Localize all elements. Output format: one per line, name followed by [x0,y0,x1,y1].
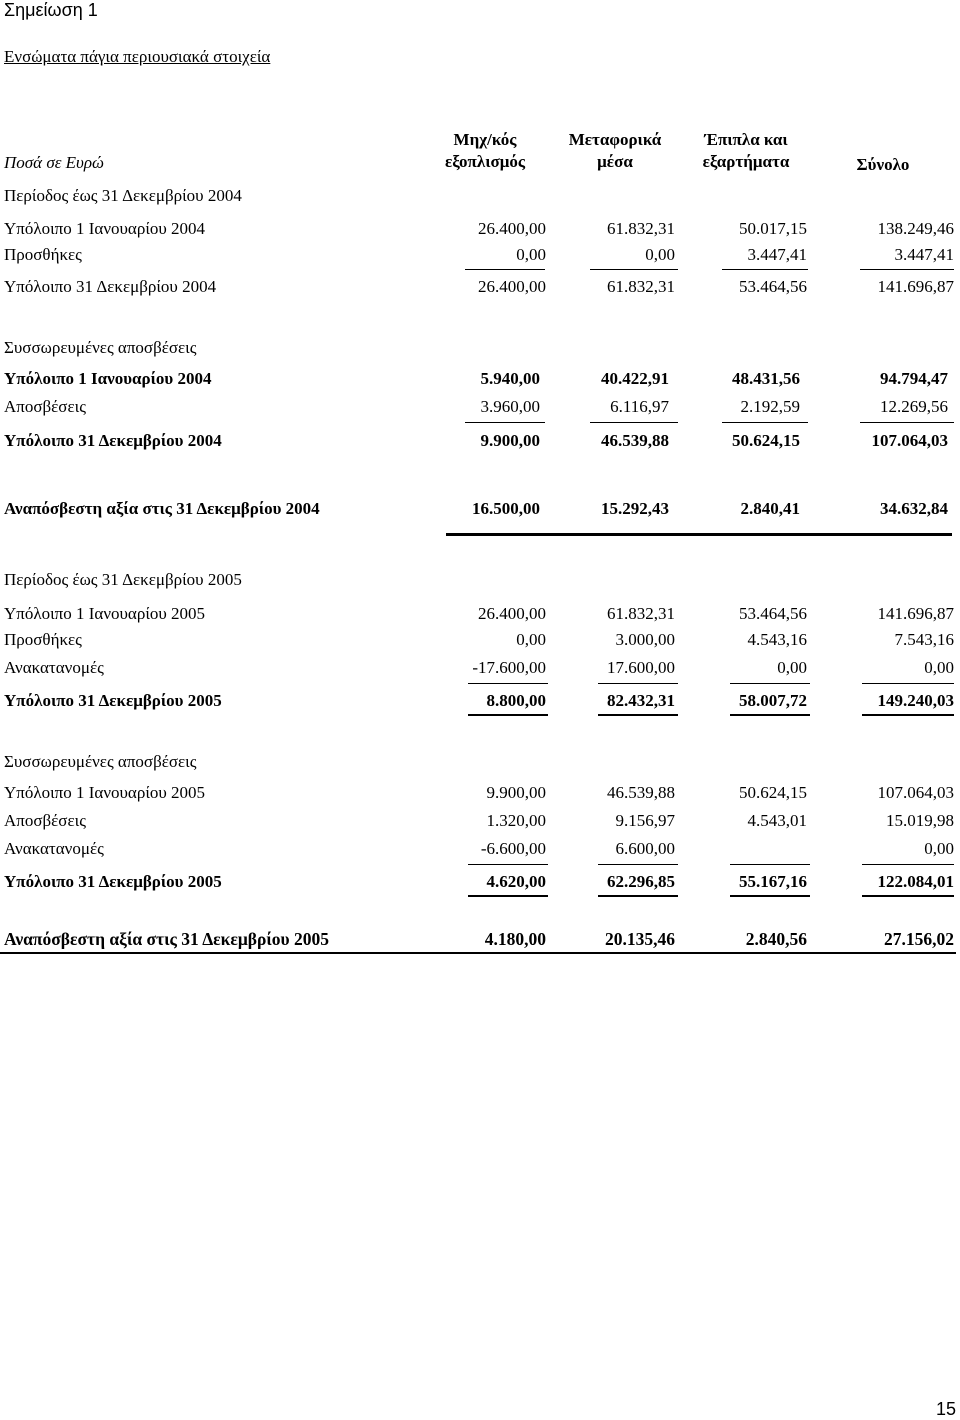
total-rule [730,714,810,716]
cell-total: 94.794,47 [880,369,948,388]
subtotal-rule [590,269,678,270]
section-title-2004 [0,185,960,207]
cell-machinery: 26.400,00 [478,277,546,296]
row-label: Υπόλοιπο 31 Δεκεμβρίου 2005 [4,691,222,710]
subtotal-rule [730,864,810,865]
total-rule [862,714,954,716]
cell-total: 138.249,46 [877,219,954,238]
cell-furniture: 55.167,16 [739,872,807,891]
cell-furniture: 50.624,15 [739,783,807,802]
section-title-depreciation-2004 [0,337,960,359]
cell-total: 141.696,87 [877,277,954,296]
subtotal-rule [598,683,678,684]
total-rule [730,895,810,897]
cell-machinery: 3.960,00 [480,397,540,416]
column-header-vehicles [552,129,678,173]
cell-furniture: 4.543,16 [747,630,807,649]
cell-furniture: 2.840,56 [745,929,807,949]
row-label: Υπόλοιπο 31 Δεκεμβρίου 2004 [4,277,217,296]
table-row [0,871,960,893]
row-label: Προσθήκες [4,245,82,264]
subtotal-rule [722,422,808,423]
cell-vehicles: 9.156,97 [615,811,675,830]
cell-furniture: 0,00 [777,658,807,677]
column-header-line: εξοπλισμός [444,152,526,171]
subtotal-rule [862,864,954,865]
column-header-line: Μεταφορικά [568,130,662,149]
section-title-label: Συσσωρευμένες αποσβέσεις [4,752,197,771]
cell-machinery: 9.900,00 [480,431,540,450]
cell-furniture: 58.007,72 [739,691,807,710]
cell-total: 3.447,41 [894,245,954,264]
cell-vehicles: 3.000,00 [615,630,675,649]
cell-machinery: 9.900,00 [486,783,546,802]
cell-vehicles: 40.422,91 [601,369,669,388]
cell-furniture: 50.624,15 [732,431,800,450]
subtotal-rule [598,864,678,865]
table-row [0,368,960,390]
cell-furniture: 53.464,56 [739,277,807,296]
row-label: Προσθήκες [4,630,82,649]
total-rule [468,895,548,897]
row-label: Υπόλοιπο 1 Ιανουαρίου 2004 [4,219,206,238]
subtotal-rule [468,683,548,684]
cell-vehicles: 62.296,85 [607,872,675,891]
total-rule [0,952,956,954]
cell-machinery: 0,00 [516,245,546,264]
cell-vehicles: 46.539,88 [601,431,669,450]
table-row [0,810,960,832]
subtotal-rule [465,422,545,423]
cell-furniture: 4.543,01 [747,811,807,830]
cell-machinery: 4.620,00 [486,872,546,891]
section-title-label: Περίοδος έως 31 Δεκεμβρίου 2005 [4,570,242,589]
row-label: Αποσβέσεις [4,811,86,830]
table-row [0,603,960,625]
subtotal-rule [590,422,678,423]
cell-total: 107.064,03 [871,431,948,450]
subtotal-rule [862,683,954,684]
section-title-2005 [0,569,960,591]
cell-vehicles: 46.539,88 [607,783,675,802]
note-subtitle: Ενσώματα πάγια περιουσιακά στοιχεία [4,47,271,66]
cell-furniture: 2.192,59 [740,397,800,416]
table-row [0,690,960,712]
row-label: Υπόλοιπο 1 Ιανουαρίου 2005 [4,783,206,802]
section-title-depreciation-2005 [0,751,960,773]
table-row [0,782,960,804]
cell-total: 122.084,01 [877,872,954,891]
cell-machinery: 26.400,00 [478,219,546,238]
row-label: Υπόλοιπο 31 Δεκεμβρίου 2005 [4,872,222,891]
cell-machinery: -17.600,00 [472,658,546,677]
cell-vehicles: 20.135,46 [605,929,675,949]
table-row [0,430,960,452]
table-row [0,657,960,679]
total-rule [862,895,954,897]
table-row [0,276,960,298]
column-header-furniture [682,129,810,173]
cell-furniture: 50.017,15 [739,219,807,238]
cell-vehicles: 61.832,31 [607,277,675,296]
cell-machinery: 16.500,00 [472,499,540,518]
subtotal-rule [468,864,548,865]
cell-total: 12.269,56 [880,397,948,416]
cell-machinery: 4.180,00 [484,929,546,949]
section-title-label: Συσσωρευμένες αποσβέσεις [4,338,197,357]
cell-total: 15.019,98 [886,811,954,830]
row-label: Ανακατανομές [4,839,104,858]
cell-vehicles: 15.292,43 [601,499,669,518]
cell-machinery: -6.600,00 [480,839,546,858]
table-row [0,396,960,418]
cell-total: 149.240,03 [877,691,954,710]
cell-machinery: 1.320,00 [486,811,546,830]
subtotal-rule [860,422,954,423]
cell-vehicles: 6.116,97 [610,397,669,416]
cell-total: 141.696,87 [877,604,954,623]
row-label: Υπόλοιπο 1 Ιανουαρίου 2004 [4,369,212,388]
total-rule [446,533,952,536]
page-number: 15 [935,1399,956,1419]
cell-furniture: 3.447,41 [747,245,807,264]
column-header-line: μέσα [597,152,633,171]
row-label: Υπόλοιπο 31 Δεκεμβρίου 2004 [4,431,222,450]
cell-machinery: 0,00 [516,630,546,649]
subtotal-rule [722,269,808,270]
cell-furniture: 48.431,56 [732,369,800,388]
row-label: Αναπόσβεστη αξία στις 31 Δεκεμβρίου 2004 [4,499,320,518]
cell-total: 27.156,02 [884,929,954,949]
note-title: Σημείωση 1 [4,0,98,20]
table-row [0,629,960,651]
cell-total: 0,00 [924,839,954,858]
cell-furniture: 53.464,56 [739,604,807,623]
cell-vehicles: 61.832,31 [607,604,675,623]
column-header-line: εξαρτήματα [702,152,790,171]
cell-furniture: 2.840,41 [740,499,800,518]
total-rule [468,714,548,716]
cell-vehicles: 17.600,00 [607,658,675,677]
cell-vehicles: 61.832,31 [607,219,675,238]
section-title-label: Περίοδος έως 31 Δεκεμβρίου 2004 [4,186,242,205]
row-label: Υπόλοιπο 1 Ιανουαρίου 2005 [4,604,206,623]
cell-machinery: 26.400,00 [478,604,546,623]
row-label: Αποσβέσεις [4,397,86,416]
cell-vehicles: 82.432,31 [607,691,675,710]
table-row [0,218,960,240]
net-book-value-row-2005 [0,928,960,950]
cell-total: 34.632,84 [880,499,948,518]
column-header-line: Έπιπλα και [704,130,788,149]
column-header-line: Μηχ/κός [453,130,517,149]
table-row [0,244,960,266]
net-book-value-row-2004 [0,498,960,520]
total-rule [598,714,678,716]
subtotal-rule [860,269,954,270]
cell-machinery: 5.940,00 [480,369,540,388]
row-label: Ανακατανομές [4,658,104,677]
table-row [0,838,960,860]
total-rule [598,895,678,897]
row-label: Αναπόσβεστη αξία στις 31 Δεκεμβρίου 2005 [4,929,329,949]
cell-vehicles: 0,00 [645,245,675,264]
cell-total: 107.064,03 [877,783,954,802]
subtotal-rule [730,683,810,684]
column-header-total: Σύνολο [856,155,910,174]
cell-vehicles: 6.600,00 [615,839,675,858]
column-header-machinery [425,129,545,173]
cell-machinery: 8.800,00 [486,691,546,710]
subtotal-rule [465,269,545,270]
cell-total: 7.543,16 [894,630,954,649]
currency-label: Ποσά σε Ευρώ [4,153,104,172]
cell-total: 0,00 [924,658,954,677]
